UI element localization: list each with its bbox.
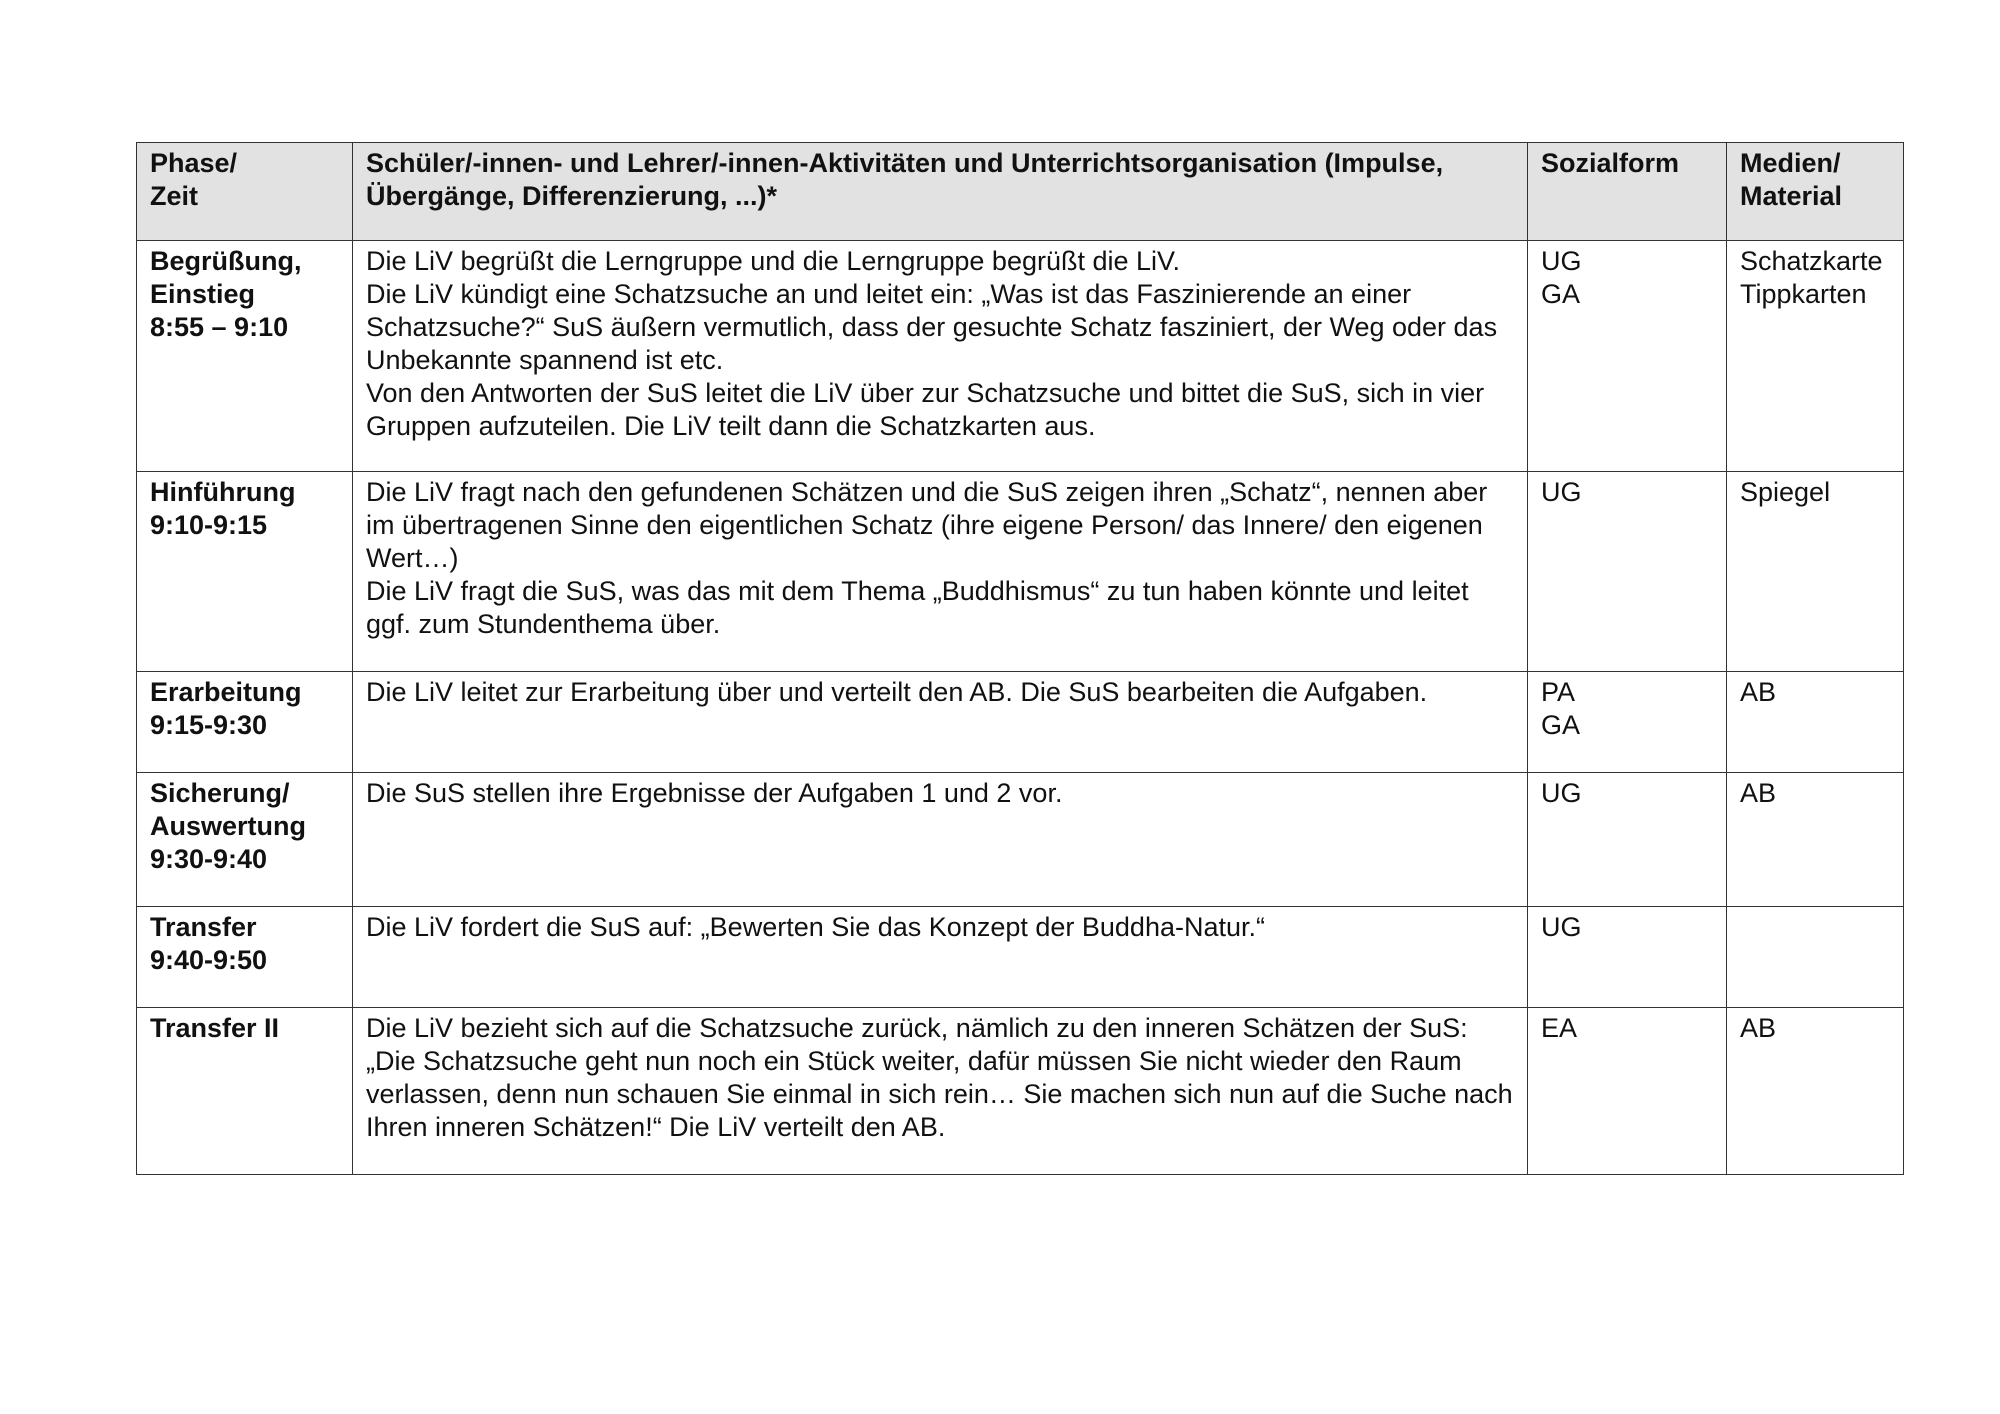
sozialform-value: GA	[1541, 710, 1581, 740]
phase-cell	[137, 672, 353, 773]
medien-cell	[1727, 1008, 1904, 1175]
sozialform-cell	[1528, 472, 1727, 672]
table-row	[137, 672, 1904, 773]
sozialform-cell	[1528, 241, 1727, 472]
medien-value: Schatzkarte	[1740, 246, 1883, 276]
medien-value: Tippkarten	[1740, 279, 1867, 309]
medien-value: AB	[1740, 677, 1777, 707]
activities-cell	[353, 1008, 1528, 1175]
phase-cell	[137, 241, 353, 472]
table-row	[137, 907, 1904, 1008]
sozialform-value: PA	[1541, 677, 1576, 707]
table-row	[137, 472, 1904, 672]
activities-cell	[353, 472, 1528, 672]
medien-cell	[1727, 472, 1904, 672]
activities-cell	[353, 241, 1528, 472]
medien-cell	[1727, 773, 1904, 907]
activity-paragraph: Die LiV kündigt eine Schatzsuche an und leitet ein: „Was ist das Faszinierende an einer Schatzsuche?“ SuS äußern vermutlich, dass der gesuchte Schatz fasziniert, der Weg oder das Unbekannte spannend ist etc.	[366, 279, 1498, 375]
activities-cell	[353, 773, 1528, 907]
header-activities-line: Übergänge, Differenzierung, ...)*	[366, 181, 778, 211]
sozialform-value: GA	[1541, 279, 1581, 309]
activity-paragraph: Die LiV fragt die SuS, was das mit dem Thema „Buddhismus“ zu tun haben könnte und leitet ggf. zum Stundenthema über.	[366, 576, 1469, 639]
phase-text: Transfer	[150, 912, 257, 942]
phase-cell	[137, 472, 353, 672]
activities-cell	[353, 672, 1528, 773]
phase-text: Sicherung/	[150, 778, 290, 808]
activity-paragraph: Die LiV fragt nach den gefundenen Schätzen und die SuS zeigen ihren „Schatz“, nennen aber im übertragenen Sinne den eigentlichen Schatz (ihre eigene Person/ das Innere/ den eigenen Wert…)	[366, 477, 1488, 573]
sozialform-value: UG	[1541, 477, 1582, 507]
header-phase-line: Zeit	[150, 181, 199, 211]
medien-value: AB	[1740, 778, 1777, 808]
activity-paragraph: Die LiV leitet zur Erarbeitung über und verteilt den AB. Die SuS bearbeiten die Aufgaben.	[366, 677, 1428, 707]
header-phase	[137, 143, 353, 241]
medien-cell	[1727, 907, 1904, 1008]
header-activities-line: Schüler/-innen- und Lehrer/-innen-Aktivitäten und Unterrichtsorganisation (Impulse,	[366, 148, 1444, 178]
activity-paragraph: Die SuS stellen ihre Ergebnisse der Aufgaben 1 und 2 vor.	[366, 778, 1063, 808]
phase-time: 9:15-9:30	[150, 710, 268, 740]
phase-text: Einstieg	[150, 279, 256, 309]
header-medien	[1727, 143, 1904, 241]
activities-cell	[353, 907, 1528, 1008]
phase-text: Transfer II	[150, 1013, 280, 1043]
sozialform-cell	[1528, 773, 1727, 907]
table-row	[137, 241, 1904, 472]
phase-time: 9:10-9:15	[150, 510, 268, 540]
phase-text: Hinführung	[150, 477, 296, 507]
header-sozialform	[1528, 143, 1727, 241]
header-phase-line: Phase/	[150, 148, 238, 178]
activity-paragraph: Die LiV fordert die SuS auf: „Bewerten Sie das Konzept der Buddha-Natur.“	[366, 912, 1266, 942]
phase-time: 8:55 – 9:10	[150, 312, 289, 342]
sozialform-cell	[1528, 907, 1727, 1008]
sozialform-cell	[1528, 672, 1727, 773]
phase-text: Auswertung	[150, 811, 307, 841]
medien-cell	[1727, 672, 1904, 773]
table-row	[137, 1008, 1904, 1175]
phase-cell	[137, 773, 353, 907]
phase-time: 9:40-9:50	[150, 945, 268, 975]
activity-paragraph: Die LiV begrüßt die Lerngruppe und die Lerngruppe begrüßt die LiV.	[366, 246, 1181, 276]
medien-value: Spiegel	[1740, 477, 1831, 507]
sozialform-cell	[1528, 1008, 1727, 1175]
lesson-plan-table	[136, 142, 1904, 1175]
phase-cell	[137, 907, 353, 1008]
activity-paragraph: Die LiV bezieht sich auf die Schatzsuche zurück, nämlich zu den inneren Schätzen der SuS: „Die Schatzsuche geht nun noch ein Stück weiter, dafür müssen Sie nicht wieder den Raum verlassen, denn nun schauen Sie einmal in sich rein… Sie machen sich nun auf die Suche nach Ihren inneren Schätzen!“ Die LiV verteilt den AB.	[366, 1013, 1513, 1142]
table-row	[137, 773, 1904, 907]
activity-paragraph: Von den Antworten der SuS leitet die LiV über zur Schatzsuche und bittet die SuS, sich in vier Gruppen aufzuteilen. Die LiV teilt dann die Schatzkarten aus.	[366, 378, 1485, 441]
header-medien-line: Medien/	[1740, 148, 1841, 178]
header-sozialform-line: Sozialform	[1541, 148, 1680, 178]
phase-text: Erarbeitung	[150, 677, 302, 707]
phase-text: Begrüßung,	[150, 246, 302, 276]
medien-value: AB	[1740, 1013, 1777, 1043]
phase-cell	[137, 1008, 353, 1175]
phase-time: 9:30-9:40	[150, 844, 268, 874]
header-medien-line: Material	[1740, 181, 1843, 211]
sozialform-value: UG	[1541, 778, 1582, 808]
sozialform-value: UG	[1541, 912, 1582, 942]
medien-cell	[1727, 241, 1904, 472]
table-header-row	[137, 143, 1904, 241]
sozialform-value: UG	[1541, 246, 1582, 276]
sozialform-value: EA	[1541, 1013, 1578, 1043]
header-activities	[353, 143, 1528, 241]
